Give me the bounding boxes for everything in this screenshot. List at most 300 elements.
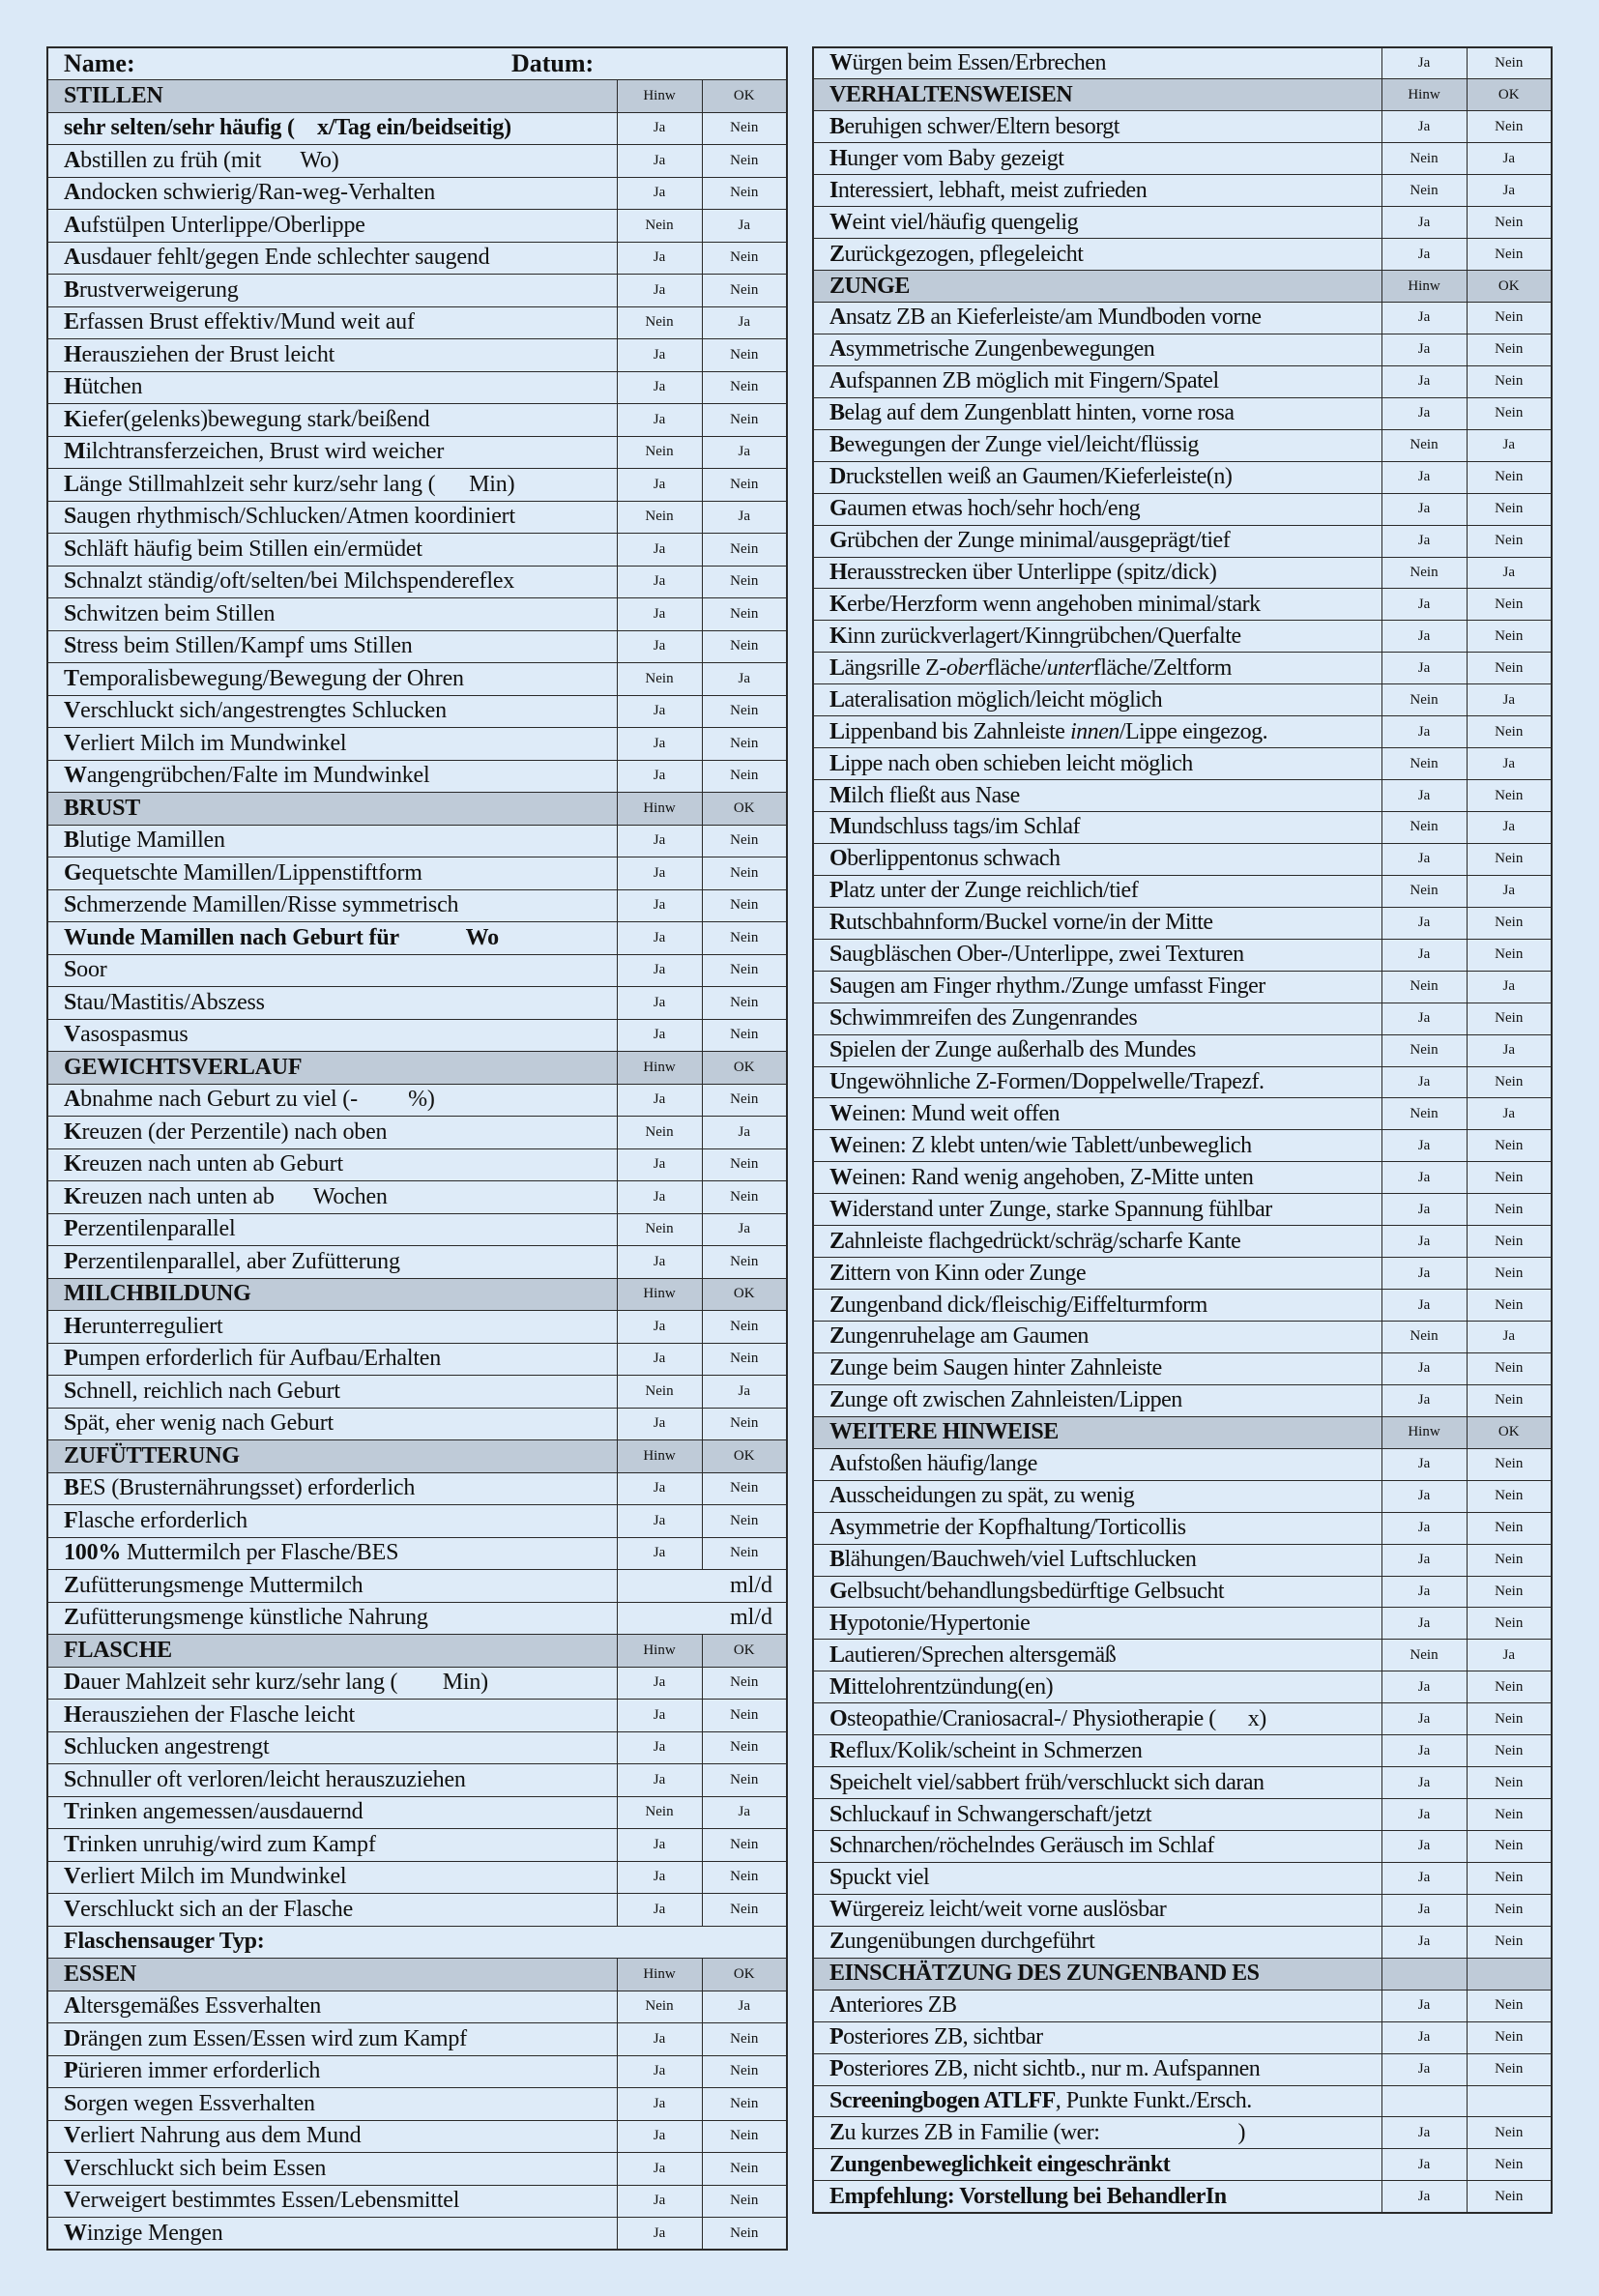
ok-option[interactable]: Ja xyxy=(702,210,787,243)
hinw-option[interactable]: Nein xyxy=(617,1796,702,1829)
hinw-option[interactable]: Ja xyxy=(617,1311,702,1344)
hinw-option[interactable]: Nein xyxy=(1381,1098,1467,1130)
hinw-option[interactable]: Ja xyxy=(1381,1544,1467,1576)
ok-option[interactable]: Nein xyxy=(1467,111,1552,143)
ok-option[interactable]: Nein xyxy=(1467,621,1552,653)
column-header-hinw: Hinw xyxy=(617,1959,702,1991)
ok-option[interactable]: Nein xyxy=(702,371,787,404)
hinw-option[interactable]: Ja xyxy=(1381,1162,1467,1194)
hinw-option[interactable]: Ja xyxy=(1381,1862,1467,1894)
hinw-option[interactable]: Nein xyxy=(1381,875,1467,907)
hinw-option[interactable]: Ja xyxy=(1381,1576,1467,1608)
hinw-option[interactable]: Ja xyxy=(1381,303,1467,334)
hinw-option[interactable]: Ja xyxy=(1381,1831,1467,1863)
ok-option[interactable]: Nein xyxy=(1467,939,1552,971)
hinw-option[interactable]: Ja xyxy=(617,1246,702,1279)
hinw-option[interactable]: Ja xyxy=(617,2153,702,2186)
ok-option[interactable]: Nein xyxy=(702,1246,787,1279)
hinw-option[interactable]: Ja xyxy=(1381,589,1467,621)
hinw-option[interactable]: Ja xyxy=(617,598,702,631)
ok-option[interactable]: Nein xyxy=(702,1181,787,1214)
hinw-option[interactable]: Nein xyxy=(617,1213,702,1246)
hinw-option[interactable]: Ja xyxy=(1381,2053,1467,2085)
ok-option[interactable]: Ja xyxy=(702,501,787,534)
ok-option[interactable]: Nein xyxy=(702,857,787,890)
ok-option[interactable]: Nein xyxy=(1467,907,1552,939)
ok-option[interactable]: Nein xyxy=(702,2218,787,2251)
hinw-option[interactable]: Ja xyxy=(1381,1194,1467,1226)
ok-option[interactable]: Ja xyxy=(702,663,787,696)
hinw-option[interactable]: Ja xyxy=(617,1019,702,1052)
hinw-option[interactable]: Ja xyxy=(617,2185,702,2218)
ok-option[interactable]: Ja xyxy=(702,1991,787,2023)
hinw-option[interactable]: Ja xyxy=(617,242,702,275)
hinw-option[interactable]: Ja xyxy=(1381,2021,1467,2053)
ok-option[interactable]: Nein xyxy=(702,404,787,437)
ok-option[interactable]: Nein xyxy=(702,275,787,307)
hinw-option[interactable]: Ja xyxy=(617,954,702,987)
checklist-row xyxy=(47,404,787,437)
hinw-option[interactable]: Ja xyxy=(1381,493,1467,525)
ok-option[interactable]: Nein xyxy=(702,728,787,761)
hinw-option[interactable]: Ja xyxy=(617,2218,702,2251)
ok-option[interactable]: Nein xyxy=(702,630,787,663)
ok-option[interactable]: Ja xyxy=(1467,748,1552,780)
ok-option[interactable]: Nein xyxy=(1467,1003,1552,1034)
column-header-ok: OK xyxy=(1467,1416,1552,1448)
hinw-option[interactable]: Ja xyxy=(1381,2181,1467,2213)
ok-option[interactable]: Nein xyxy=(702,1731,787,1764)
hinw-option[interactable]: Ja xyxy=(617,1764,702,1797)
checklist-row xyxy=(47,1213,787,1246)
checklist-row xyxy=(813,907,1552,939)
hinw-option[interactable]: Ja xyxy=(617,1731,702,1764)
ok-option[interactable]: Nein xyxy=(702,1019,787,1052)
column-header-hinw: Hinw xyxy=(617,793,702,826)
ok-option[interactable]: Nein xyxy=(1467,1512,1552,1544)
hinw-option[interactable]: Ja xyxy=(1381,1512,1467,1544)
hinw-option[interactable]: Ja xyxy=(1381,1608,1467,1640)
ok-option[interactable]: Nein xyxy=(702,2185,787,2218)
ok-option[interactable]: Nein xyxy=(702,469,787,502)
name-field-label[interactable]: Name: xyxy=(64,49,135,77)
ok-option[interactable]: Nein xyxy=(702,2023,787,2056)
hinw-option[interactable]: Ja xyxy=(617,534,702,567)
ok-option[interactable]: Nein xyxy=(1467,2181,1552,2213)
hinw-option[interactable]: Ja xyxy=(1381,653,1467,684)
section-title: BRUST xyxy=(47,793,617,826)
ok-option[interactable]: Nein xyxy=(702,987,787,1020)
ok-option[interactable]: Nein xyxy=(1467,1226,1552,1258)
checklist-row xyxy=(47,306,787,339)
hinw-option[interactable]: Ja xyxy=(617,566,702,598)
checklist-row xyxy=(47,566,787,598)
checklist-row xyxy=(47,1472,787,1505)
ok-option[interactable]: Nein xyxy=(702,1505,787,1538)
hinw-option[interactable]: Ja xyxy=(617,760,702,793)
ok-option[interactable]: Nein xyxy=(702,598,787,631)
ok-option[interactable]: Nein xyxy=(1467,1448,1552,1480)
ok-option[interactable]: Ja xyxy=(1467,1322,1552,1353)
item-label: Aufspannen ZB möglich mit Fingern/Spatel xyxy=(813,365,1381,397)
hinw-option[interactable]: Nein xyxy=(1381,812,1467,844)
hinw-option[interactable]: Ja xyxy=(617,1894,702,1927)
hinw-option[interactable]: Ja xyxy=(1381,621,1467,653)
ok-option[interactable]: Ja xyxy=(702,1117,787,1149)
ok-option[interactable]: Nein xyxy=(1467,1384,1552,1416)
hinw-option[interactable]: Nein xyxy=(1381,175,1467,207)
ok-option[interactable]: Nein xyxy=(702,695,787,728)
checklist-left-table xyxy=(46,46,788,2251)
checklist-row xyxy=(47,1181,787,1214)
section-header-weitere-hinweise xyxy=(813,1416,1552,1448)
section-header-stillen xyxy=(47,80,787,113)
hinw-option[interactable]: Nein xyxy=(1381,557,1467,589)
ok-option[interactable]: Nein xyxy=(1467,47,1552,79)
item-label: Stress beim Stillen/Kampf ums Stillen xyxy=(47,630,617,663)
ok-option[interactable]: Ja xyxy=(702,436,787,469)
ok-option[interactable]: Nein xyxy=(1467,716,1552,748)
hinw-option[interactable]: Ja xyxy=(617,469,702,502)
hinw-option[interactable]: Ja xyxy=(617,112,702,145)
ok-option[interactable]: Nein xyxy=(1467,397,1552,429)
hinw-option[interactable]: Ja xyxy=(1381,1735,1467,1767)
ok-option[interactable]: Nein xyxy=(702,339,787,372)
ok-option[interactable]: Nein xyxy=(702,760,787,793)
ok-option[interactable]: Nein xyxy=(1467,303,1552,334)
checklist-row xyxy=(47,339,787,372)
hinw-option[interactable]: Ja xyxy=(617,922,702,955)
section-title: MILCHBILDUNG xyxy=(47,1278,617,1311)
ok-option[interactable]: Nein xyxy=(1467,1544,1552,1576)
ok-option[interactable]: Nein xyxy=(1467,365,1552,397)
hinw-option[interactable]: Ja xyxy=(617,1472,702,1505)
ok-option[interactable]: Nein xyxy=(1467,1290,1552,1322)
hinw-option[interactable]: Ja xyxy=(617,177,702,210)
item-label: Schmerzende Mamillen/Risse symmetrisch xyxy=(47,889,617,922)
hinw-option[interactable]: Nein xyxy=(617,306,702,339)
ok-option[interactable]: Nein xyxy=(702,1408,787,1440)
hinw-option[interactable]: Ja xyxy=(617,275,702,307)
hinw-option[interactable]: Nein xyxy=(617,501,702,534)
checklist-row xyxy=(813,461,1552,493)
hinw-option[interactable]: Ja xyxy=(617,371,702,404)
hinw-option[interactable]: Ja xyxy=(1381,716,1467,748)
hinw-option[interactable]: Nein xyxy=(1381,684,1467,716)
hinw-option[interactable]: Ja xyxy=(1381,2149,1467,2181)
item-label: BES (Brusternährungsset) erforderlich xyxy=(47,1472,617,1505)
ok-option[interactable]: Nein xyxy=(702,2153,787,2186)
hinw-option[interactable]: Ja xyxy=(1381,1290,1467,1322)
ok-option[interactable]: Nein xyxy=(702,1861,787,1894)
ok-option[interactable]: Nein xyxy=(702,145,787,178)
hinw-option[interactable]: Nein xyxy=(1381,429,1467,461)
hinw-option[interactable]: Ja xyxy=(617,2055,702,2088)
item-label: Perzentilenparallel xyxy=(47,1213,617,1246)
hinw-option[interactable]: Ja xyxy=(1381,334,1467,365)
hinw-option[interactable]: Ja xyxy=(1381,1799,1467,1831)
ok-option[interactable]: Ja xyxy=(1467,971,1552,1003)
item-label: Weinen: Rand wenig angehoben, Z-Mitte unten xyxy=(813,1162,1381,1194)
ok-option[interactable]: Nein xyxy=(1467,843,1552,875)
item-label: Saugen am Finger rhythm./Zunge umfasst Finger xyxy=(813,971,1381,1003)
hinw-option[interactable]: Ja xyxy=(1381,461,1467,493)
ok-option[interactable]: Ja xyxy=(702,306,787,339)
ok-option[interactable]: Nein xyxy=(1467,1990,1552,2021)
hinw-option[interactable]: Ja xyxy=(1381,239,1467,271)
checklist-row xyxy=(47,1991,787,2023)
hinw-option[interactable]: Ja xyxy=(617,1148,702,1181)
ok-option[interactable]: Nein xyxy=(1467,207,1552,239)
ok-option[interactable]: Nein xyxy=(702,922,787,955)
ok-option[interactable]: Nein xyxy=(702,2088,787,2121)
ok-option[interactable]: Nein xyxy=(702,1829,787,1862)
hinw-option[interactable]: Nein xyxy=(1381,1034,1467,1066)
hinw-option[interactable]: Ja xyxy=(1381,1384,1467,1416)
ok-option[interactable]: Ja xyxy=(1467,429,1552,461)
hinw-option[interactable]: Ja xyxy=(1381,1130,1467,1162)
ok-option[interactable]: Nein xyxy=(1467,2053,1552,2085)
ok-option[interactable]: Nein xyxy=(1467,1066,1552,1098)
ok-option[interactable]: Ja xyxy=(1467,557,1552,589)
ok-option[interactable]: Nein xyxy=(702,1472,787,1505)
hinw-option[interactable] xyxy=(1381,2085,1467,2117)
ok-option[interactable]: Ja xyxy=(702,1376,787,1409)
item-label: Kreuzen nach unten ab Geburt xyxy=(47,1148,617,1181)
hinw-option[interactable]: Ja xyxy=(617,728,702,761)
hinw-option[interactable]: Ja xyxy=(1381,2117,1467,2149)
hinw-option[interactable]: Ja xyxy=(617,1408,702,1440)
item-label: Ausdauer fehlt/gegen Ende schlechter saugend xyxy=(47,242,617,275)
ok-option[interactable]: Nein xyxy=(1467,525,1552,557)
ok-option[interactable]: Nein xyxy=(702,1084,787,1117)
checklist-row xyxy=(47,469,787,502)
ok-option[interactable]: Nein xyxy=(1467,1767,1552,1799)
hinw-option[interactable]: Ja xyxy=(1381,907,1467,939)
checklist-row xyxy=(813,557,1552,589)
hinw-option[interactable]: Nein xyxy=(617,1991,702,2023)
hinw-option[interactable]: Ja xyxy=(617,339,702,372)
hinw-option[interactable]: Ja xyxy=(1381,1066,1467,1098)
ok-option[interactable]: Nein xyxy=(1467,334,1552,365)
ok-option[interactable]: Nein xyxy=(1467,1162,1552,1194)
hinw-option[interactable]: Nein xyxy=(1381,143,1467,175)
ok-option[interactable]: Nein xyxy=(702,954,787,987)
ok-option[interactable]: Nein xyxy=(1467,493,1552,525)
hinw-option[interactable]: Ja xyxy=(1381,111,1467,143)
ok-option[interactable]: Nein xyxy=(1467,1799,1552,1831)
ok-option[interactable]: Nein xyxy=(1467,1352,1552,1384)
ok-option[interactable]: Nein xyxy=(702,2120,787,2153)
hinw-option[interactable]: Ja xyxy=(617,2088,702,2121)
checklist-row xyxy=(47,1311,787,1344)
ok-option[interactable]: Nein xyxy=(1467,1576,1552,1608)
ok-option[interactable]: Nein xyxy=(702,2055,787,2088)
hinw-option[interactable]: Ja xyxy=(617,695,702,728)
ok-option[interactable]: Nein xyxy=(1467,461,1552,493)
ok-option[interactable]: Ja xyxy=(1467,1098,1552,1130)
hinw-option[interactable]: Ja xyxy=(1381,365,1467,397)
ok-option[interactable]: Ja xyxy=(1467,1640,1552,1671)
hinw-option[interactable]: Ja xyxy=(1381,1226,1467,1258)
ok-option[interactable]: Nein xyxy=(702,1894,787,1927)
ok-option[interactable]: Nein xyxy=(1467,1258,1552,1290)
ok-option[interactable]: Ja xyxy=(702,1213,787,1246)
hinw-option[interactable]: Ja xyxy=(617,1829,702,1862)
checklist-row xyxy=(813,1290,1552,1322)
hinw-option[interactable]: Nein xyxy=(617,210,702,243)
ok-option[interactable]: Ja xyxy=(1467,1034,1552,1066)
hinw-option[interactable]: Ja xyxy=(617,1861,702,1894)
ok-option[interactable]: Nein xyxy=(1467,1194,1552,1226)
hinw-option[interactable]: Ja xyxy=(617,2023,702,2056)
ok-option[interactable]: Nein xyxy=(1467,1130,1552,1162)
hinw-option[interactable]: Ja xyxy=(1381,47,1467,79)
ok-option[interactable]: Nein xyxy=(702,1764,787,1797)
hinw-option[interactable]: Ja xyxy=(617,145,702,178)
item-label: Zungenband dick/fleischig/Eiffelturmform xyxy=(813,1290,1381,1322)
checklist-row xyxy=(47,663,787,696)
hinw-option[interactable]: Ja xyxy=(1381,1894,1467,1926)
ok-option[interactable]: Nein xyxy=(702,177,787,210)
ok-option[interactable]: Nein xyxy=(1467,653,1552,684)
hinw-option[interactable]: Ja xyxy=(1381,1926,1467,1958)
hinw-option[interactable]: Ja xyxy=(1381,843,1467,875)
checklist-row xyxy=(813,1226,1552,1258)
item-label: Hypotonie/Hypertonie xyxy=(813,1608,1381,1640)
checklist-row xyxy=(813,748,1552,780)
item-label: Schnuller oft verloren/leicht herauszuziehen xyxy=(47,1764,617,1797)
ok-option[interactable]: Nein xyxy=(1467,1926,1552,1958)
flaschensauger-typ-row-label[interactable]: Flaschensauger Typ: xyxy=(47,1926,787,1959)
ok-option[interactable]: Nein xyxy=(1467,1894,1552,1926)
column-header-ok: OK xyxy=(702,1052,787,1085)
checklist-row xyxy=(813,143,1552,175)
checklist-row xyxy=(813,525,1552,557)
ok-option[interactable]: Nein xyxy=(1467,1608,1552,1640)
ok-option[interactable]: Ja xyxy=(1467,175,1552,207)
hinw-option[interactable]: Ja xyxy=(1381,1352,1467,1384)
hinw-option[interactable]: Ja xyxy=(617,889,702,922)
hinw-option[interactable]: Ja xyxy=(617,857,702,890)
ok-option[interactable]: Nein xyxy=(1467,1831,1552,1863)
item-label: Speichelt viel/sabbert früh/verschluckt sich daran xyxy=(813,1767,1381,1799)
hinw-option[interactable]: Ja xyxy=(617,1084,702,1117)
checklist-row xyxy=(813,397,1552,429)
hinw-option[interactable]: Ja xyxy=(1381,1767,1467,1799)
ok-option[interactable]: Nein xyxy=(1467,239,1552,271)
hinw-option[interactable]: Ja xyxy=(617,2120,702,2153)
hinw-option[interactable]: Nein xyxy=(617,663,702,696)
checklist-row xyxy=(47,177,787,210)
ok-option[interactable]: Ja xyxy=(1467,812,1552,844)
ok-option[interactable]: Nein xyxy=(702,1667,787,1700)
hinw-option[interactable]: Ja xyxy=(617,404,702,437)
ok-option[interactable]: Nein xyxy=(702,1343,787,1376)
hinw-option[interactable]: Nein xyxy=(1381,1640,1467,1671)
hinw-option[interactable]: Nein xyxy=(1381,1322,1467,1353)
ok-option[interactable]: Nein xyxy=(702,534,787,567)
hinw-option[interactable]: Ja xyxy=(1381,1990,1467,2021)
hinw-option[interactable]: Ja xyxy=(1381,207,1467,239)
item-label: Beruhigen schwer/Eltern besorgt xyxy=(813,111,1381,143)
amount-input[interactable]: ml/d xyxy=(617,1570,787,1603)
hinw-option[interactable]: Ja xyxy=(617,1181,702,1214)
ok-option[interactable]: Nein xyxy=(702,1700,787,1732)
ok-option[interactable]: Nein xyxy=(702,825,787,857)
ok-option[interactable]: Nein xyxy=(1467,780,1552,812)
ok-option[interactable]: Ja xyxy=(1467,684,1552,716)
checklist-row xyxy=(47,2055,787,2088)
ok-option[interactable]: Nein xyxy=(1467,1703,1552,1735)
hinw-option[interactable]: Ja xyxy=(617,987,702,1020)
hinw-option[interactable]: Ja xyxy=(1381,1003,1467,1034)
ok-option[interactable]: Nein xyxy=(702,566,787,598)
hinw-option[interactable]: Ja xyxy=(1381,1258,1467,1290)
item-label: Soor xyxy=(47,954,617,987)
ok-option[interactable]: Nein xyxy=(1467,1480,1552,1512)
ok-option[interactable]: Nein xyxy=(1467,2117,1552,2149)
hinw-option[interactable]: Ja xyxy=(617,825,702,857)
hinw-option[interactable]: Nein xyxy=(617,436,702,469)
hinw-option[interactable]: Ja xyxy=(1381,939,1467,971)
ok-option[interactable]: Ja xyxy=(702,1796,787,1829)
checklist-row xyxy=(813,111,1552,143)
ok-option[interactable]: Nein xyxy=(702,242,787,275)
hinw-option[interactable]: Nein xyxy=(1381,971,1467,1003)
hinw-option[interactable]: Ja xyxy=(1381,1480,1467,1512)
ok-option[interactable]: Nein xyxy=(702,1148,787,1181)
ok-option[interactable] xyxy=(1467,2085,1552,2117)
ok-option[interactable]: Nein xyxy=(1467,1862,1552,1894)
hinw-option[interactable]: Ja xyxy=(1381,1703,1467,1735)
ok-option[interactable]: Nein xyxy=(1467,2149,1552,2181)
hinw-option[interactable]: Nein xyxy=(1381,748,1467,780)
hinw-option[interactable]: Ja xyxy=(617,1667,702,1700)
ok-option[interactable]: Nein xyxy=(1467,2021,1552,2053)
hinw-option[interactable]: Ja xyxy=(1381,1671,1467,1703)
item-label: Zunge beim Saugen hinter Zahnleiste xyxy=(813,1352,1381,1384)
item-label: Mundschluss tags/im Schlaf xyxy=(813,812,1381,844)
amount-input[interactable]: ml/d xyxy=(617,1602,787,1635)
hinw-option[interactable]: Ja xyxy=(1381,780,1467,812)
ok-option[interactable]: Nein xyxy=(702,1311,787,1344)
item-label: Vasospasmus xyxy=(47,1019,617,1052)
hinw-option[interactable]: Nein xyxy=(617,1117,702,1149)
ok-option[interactable]: Nein xyxy=(1467,1671,1552,1703)
date-field-label[interactable]: Datum: xyxy=(511,49,595,77)
hinw-option[interactable]: Ja xyxy=(1381,525,1467,557)
hinw-option[interactable]: Ja xyxy=(617,1505,702,1538)
ok-option[interactable]: Nein xyxy=(702,889,787,922)
item-label: Grübchen der Zunge minimal/ausgeprägt/tief xyxy=(813,525,1381,557)
hinw-option[interactable]: Ja xyxy=(617,1343,702,1376)
ok-option[interactable]: Ja xyxy=(1467,875,1552,907)
ok-option[interactable]: Nein xyxy=(702,1537,787,1570)
ok-option[interactable]: Nein xyxy=(1467,589,1552,621)
hinw-option[interactable]: Ja xyxy=(1381,397,1467,429)
hinw-option[interactable]: Ja xyxy=(617,1537,702,1570)
ok-option[interactable]: Nein xyxy=(1467,1735,1552,1767)
hinw-option[interactable]: Nein xyxy=(617,1376,702,1409)
section-header-flasche xyxy=(47,1635,787,1668)
hinw-option[interactable]: Ja xyxy=(617,630,702,663)
hinw-option[interactable]: Ja xyxy=(1381,1448,1467,1480)
hinw-option[interactable]: Ja xyxy=(617,1700,702,1732)
item-label: Wunde Mamillen nach Geburt für Wo xyxy=(47,922,617,955)
ok-option[interactable]: Ja xyxy=(1467,143,1552,175)
ok-option[interactable]: Nein xyxy=(702,112,787,145)
